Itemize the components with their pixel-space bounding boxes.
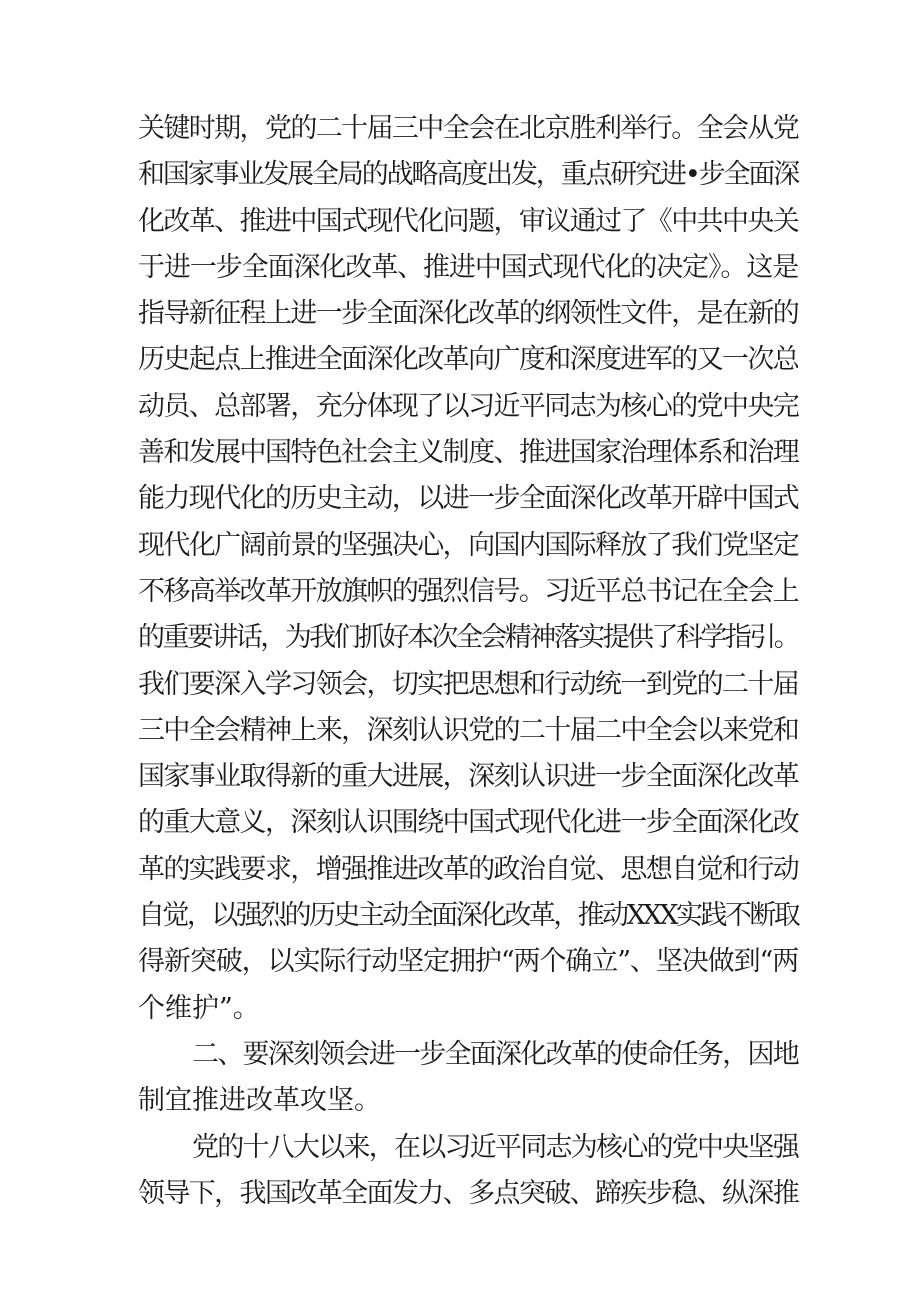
text-line: 善和发展中国特色社会主义制度、推进国家治理体系和治理 bbox=[138, 437, 798, 469]
section-heading-line: 二、要深刻领会进一步全面深化改革的使命任务，因地 bbox=[192, 1038, 798, 1070]
text-line: 历史起点上推进全面深化改革向广度和深度进军的又一次总 bbox=[138, 344, 798, 376]
text-line: 关键时期，党的二十届三中全会在北京胜利举行。全会从党 bbox=[138, 113, 798, 144]
text-line: 动员、总部署，充分体现了以习近平同志为核心的党中央完 bbox=[138, 390, 798, 422]
text-line: 党的十八大以来，在以习近平同志为核心的党中央坚强 bbox=[192, 1131, 798, 1163]
text-line: 得新突破，以实际行动坚定拥护“两个确立”、坚决做到“两 bbox=[138, 946, 798, 978]
text-line: 的重大意义，深刻认识围绕中国式现代化进一步全面深化改 bbox=[138, 807, 798, 839]
section-heading-line: 制宜推进改革攻坚。 bbox=[138, 1085, 381, 1117]
text-line: 革的实践要求，增强推进改革的政治自觉、思想自觉和行动 bbox=[138, 853, 798, 885]
text-line: 于进一步全面深化改革、推进中国式现代化的决定》。这是 bbox=[138, 251, 798, 283]
text-line: 领导下，我国改革全面发力、多点突破、蹄疾步稳、纵深推 bbox=[138, 1177, 798, 1209]
text-line: 现代化广阔前景的坚强决心，向国内国际释放了我们党坚定 bbox=[138, 529, 798, 561]
text-line: 能力现代化的历史主动，以进一步全面深化改革开辟中国式 bbox=[138, 483, 798, 515]
text-line: 不移高举改革开放旗帜的强烈信号。习近平总书记在全会上 bbox=[138, 575, 798, 607]
text-line: 个维护”。 bbox=[138, 992, 260, 1024]
text-line: 国家事业取得新的重大进展，深刻认识进一步全面深化改革 bbox=[138, 761, 798, 793]
text-line: 和国家事业发展全局的战略高度出发，重点研究进•步全面深 bbox=[138, 159, 798, 191]
document-body bbox=[138, 106, 798, 1217]
text-line: 三中全会精神上来，深刻认识党的二十届二中全会以来党和 bbox=[138, 714, 798, 746]
text-line: 的重要讲话，为我们抓好本次全会精神落实提供了科学指引。 bbox=[138, 622, 798, 654]
text-line: 自觉，以强烈的历史主动全面深化改革，推动XXX实践不断取 bbox=[138, 900, 798, 932]
text-line: 化改革、推进中国式现代化问题，审议通过了《中共中央关 bbox=[138, 205, 798, 237]
text-line: 我们要深入学习领会，切实把思想和行动统一到党的二十届 bbox=[138, 668, 798, 700]
text-line: 指导新征程上进一步全面深化改革的纲领性文件，是在新的 bbox=[138, 298, 798, 330]
